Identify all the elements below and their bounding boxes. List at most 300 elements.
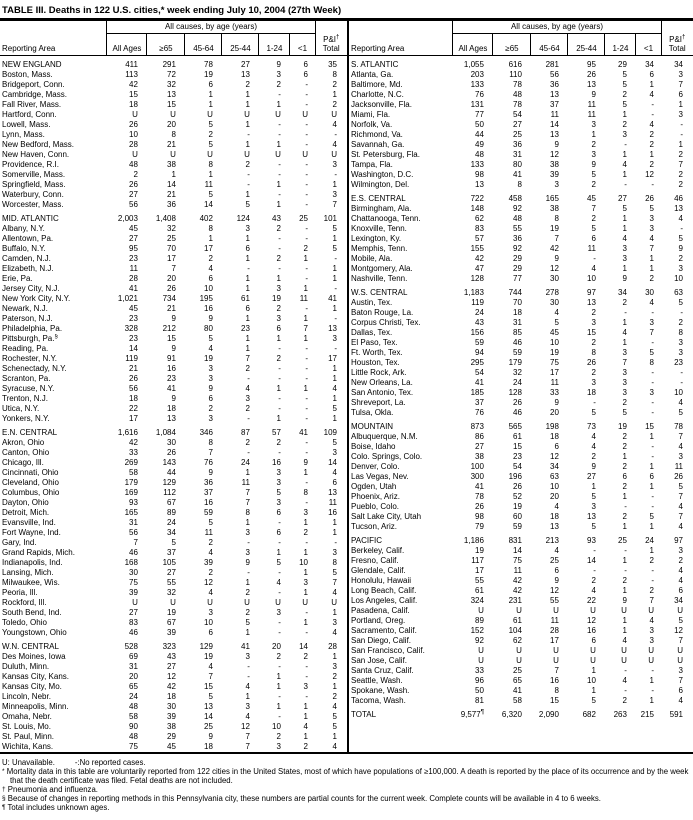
value-cell: 744	[508, 287, 522, 297]
value-cell: 10	[550, 337, 559, 347]
footnote-section	[2, 794, 691, 803]
value-cell: 323	[162, 641, 176, 651]
value-cell: 92	[513, 243, 522, 253]
value-cell: 2	[303, 741, 308, 751]
value-cell: 6	[554, 441, 559, 451]
reporting-area-cell: Cambridge, Mass.	[2, 89, 67, 99]
reporting-area-cell: Jacksonville, Fla.	[351, 99, 412, 109]
value-cell: 1	[276, 413, 281, 423]
reporting-area-cell: Long Beach, Calif.	[351, 585, 417, 595]
value-cell: 1	[649, 149, 654, 159]
value-cell: 7	[649, 243, 654, 253]
value-cell: 5	[678, 615, 683, 625]
value-cell: 17	[204, 243, 213, 253]
value-cell: 1	[245, 273, 250, 283]
value-cell: 2	[276, 353, 281, 363]
value-cell: -	[305, 353, 308, 363]
value-cell: 23	[674, 357, 683, 367]
value-cell: -	[651, 99, 654, 109]
value-cell: 10	[674, 387, 683, 397]
value-cell: U	[478, 655, 484, 665]
value-cell: -	[305, 159, 308, 169]
value-cell: 92	[475, 635, 484, 645]
value-cell: 1	[649, 253, 654, 263]
value-cell: 3	[649, 625, 654, 635]
value-cell: 2	[649, 139, 654, 149]
value-cell: 1,408	[155, 213, 176, 223]
value-cell: 722	[470, 193, 484, 203]
value-cell: 4	[208, 661, 213, 671]
value-cell: 11	[550, 377, 559, 387]
value-cell: 4	[208, 263, 213, 273]
value-cell: 1	[622, 213, 627, 223]
value-cell: 13	[674, 203, 683, 213]
value-cell: 5	[245, 199, 250, 209]
value-cell: 7	[208, 447, 213, 457]
value-cell: -	[624, 139, 627, 149]
reporting-area-cell: Erie, Pa.	[2, 273, 33, 283]
value-cell: 5	[622, 407, 627, 417]
value-cell: 3	[678, 451, 683, 461]
value-cell: -	[305, 99, 308, 109]
value-cell: -	[680, 307, 683, 317]
value-cell: U	[132, 109, 138, 119]
reporting-area-cell: St. Paul, Minn.	[2, 731, 55, 741]
value-cell: 55	[167, 577, 176, 587]
value-cell: 32	[513, 367, 522, 377]
value-cell: 3	[554, 179, 559, 189]
value-cell: 49	[475, 139, 484, 149]
value-cell: 5	[591, 521, 596, 531]
value-cell: 11	[550, 615, 559, 625]
value-cell: 1	[303, 567, 308, 577]
value-cell: 3	[332, 159, 337, 169]
value-cell: -	[651, 685, 654, 695]
value-cell: 7	[245, 741, 250, 751]
value-cell: 34	[645, 59, 654, 69]
value-cell: -	[305, 273, 308, 283]
reporting-area-cell: St. Louis, Mo.	[2, 721, 51, 731]
value-cell: 29	[618, 59, 627, 69]
reporting-area-cell: El Paso, Tex.	[351, 337, 398, 347]
value-cell: -	[278, 189, 281, 199]
value-cell: 1	[303, 313, 308, 323]
city-row	[0, 488, 347, 498]
value-cell: 57	[272, 427, 281, 437]
city-row	[0, 608, 347, 618]
value-cell: 25	[299, 213, 308, 223]
value-cell: 17	[475, 565, 484, 575]
value-cell: 42	[475, 253, 484, 263]
value-cell: U	[244, 597, 250, 607]
value-cell: 2	[622, 511, 627, 521]
section-row	[349, 284, 693, 298]
value-cell: 6	[208, 79, 213, 89]
city-row	[0, 234, 347, 244]
reporting-area-cell: Richmond, Va.	[351, 129, 403, 139]
value-cell: 1,183	[463, 287, 484, 297]
reporting-area-cell: Milwaukee, Wis.	[2, 577, 60, 587]
value-cell: 8	[591, 347, 596, 357]
value-cell: 1	[303, 383, 308, 393]
value-cell: U	[331, 597, 337, 607]
reporting-area-cell: Philadelphia, Pa.	[2, 323, 63, 333]
value-cell: 1	[303, 467, 308, 477]
value-cell: 6	[276, 527, 281, 537]
reporting-area-cell: Camden, N.J.	[2, 253, 51, 263]
value-cell: 44	[167, 467, 176, 477]
value-cell: 4	[678, 575, 683, 585]
value-cell: 3	[678, 545, 683, 555]
age-col-header-all-ages: All Ages	[453, 33, 493, 55]
value-cell: 831	[508, 535, 522, 545]
value-cell: -	[593, 253, 596, 263]
value-cell: -	[651, 307, 654, 317]
value-cell: U	[275, 109, 281, 119]
value-cell: 4	[208, 587, 213, 597]
value-cell: -	[334, 283, 337, 293]
value-cell: 36	[204, 477, 213, 487]
value-cell: 4	[245, 681, 250, 691]
value-cell: 2	[276, 223, 281, 233]
value-cell: U	[516, 605, 522, 615]
value-cell: 4	[332, 139, 337, 149]
value-cell: 9	[303, 457, 308, 467]
value-cell: 36	[550, 79, 559, 89]
city-row	[0, 508, 347, 518]
value-cell: 78	[204, 59, 213, 69]
value-cell: 3	[622, 253, 627, 263]
value-cell: -	[305, 671, 308, 681]
value-cell: 5	[649, 511, 654, 521]
value-cell: 165	[124, 507, 138, 517]
city-row	[0, 90, 347, 100]
value-cell: -	[247, 661, 250, 671]
value-cell: 19	[204, 651, 213, 661]
city-row	[0, 344, 347, 354]
value-cell: 47	[475, 263, 484, 273]
city-row	[349, 358, 693, 368]
value-cell: 1	[303, 283, 308, 293]
city-row	[349, 160, 693, 170]
value-cell: 15	[167, 333, 176, 343]
value-cell: 4	[332, 741, 337, 751]
value-cell: 1	[276, 139, 281, 149]
value-cell: 1	[276, 681, 281, 691]
value-cell: 1	[332, 263, 337, 273]
reporting-area-cell: South Bend, Ind.	[2, 607, 62, 617]
value-cell: 2	[649, 555, 654, 565]
value-cell: 3	[622, 367, 627, 377]
value-cell: 4	[591, 263, 596, 273]
reporting-area-cell: Somerville, Mass.	[2, 169, 66, 179]
value-cell: -	[305, 89, 308, 99]
city-row	[0, 548, 347, 558]
city-row	[0, 334, 347, 344]
reporting-area-cell: Birmingham, Ala.	[351, 203, 412, 213]
value-cell: -	[624, 545, 627, 555]
value-cell: 2	[208, 567, 213, 577]
value-cell: 3	[678, 263, 683, 273]
value-cell: 46	[674, 193, 683, 203]
age-col-header-ge65: ≥65	[147, 33, 185, 55]
value-cell: 7	[171, 263, 176, 273]
value-cell: 6	[208, 393, 213, 403]
city-row	[0, 170, 347, 180]
reporting-area-header: Reporting Area	[349, 21, 453, 55]
value-cell: U	[677, 645, 683, 655]
value-cell: 616	[508, 59, 522, 69]
all-causes-header: All causes, by age (years)	[453, 21, 661, 33]
value-cell: 131	[470, 99, 484, 109]
value-cell: -	[305, 627, 308, 637]
value-cell: 5	[276, 487, 281, 497]
value-cell: 42	[129, 79, 138, 89]
value-cell: 2	[303, 243, 308, 253]
value-cell: 12	[550, 263, 559, 273]
value-cell: 34	[674, 59, 683, 69]
value-cell: 1	[276, 383, 281, 393]
city-row	[0, 180, 347, 190]
value-cell: 43	[167, 651, 176, 661]
value-cell: 3	[208, 363, 213, 373]
value-cell: 9	[678, 243, 683, 253]
value-cell: 9	[591, 89, 596, 99]
value-cell: 6	[276, 323, 281, 333]
value-cell: 50	[475, 685, 484, 695]
value-cell: 4	[622, 159, 627, 169]
value-cell: 54	[513, 461, 522, 471]
value-cell: 11	[204, 527, 213, 537]
value-cell: 27	[167, 567, 176, 577]
value-cell: 14	[204, 711, 213, 721]
value-cell: 4	[649, 233, 654, 243]
city-row	[349, 566, 693, 576]
value-cell: 3	[245, 527, 250, 537]
value-cell: 1	[649, 263, 654, 273]
city-row	[0, 732, 347, 742]
value-cell: 26	[129, 119, 138, 129]
value-cell: 61	[513, 431, 522, 441]
footnote-mark: ¶	[480, 708, 484, 715]
reporting-area-cell: Cincinnati, Ohio	[2, 467, 59, 477]
value-cell: 32	[167, 587, 176, 597]
value-cell: 13	[204, 701, 213, 711]
city-row	[349, 140, 693, 150]
pi-total-header	[315, 21, 347, 55]
value-cell: 2	[303, 527, 308, 537]
city-row	[0, 568, 347, 578]
value-cell: 3	[332, 333, 337, 343]
value-cell: 155	[470, 243, 484, 253]
reporting-area-cell: Jersey City, N.J.	[2, 283, 60, 293]
value-cell: 1	[622, 555, 627, 565]
value-cell: 32	[167, 79, 176, 89]
reporting-area-cell: St. Petersburg, Fla.	[351, 149, 420, 159]
value-cell: 38	[167, 721, 176, 731]
age-col-header-lt1: <1	[290, 33, 315, 55]
value-cell: 3	[332, 189, 337, 199]
value-cell: 93	[587, 535, 596, 545]
reporting-area-cell: Fall River, Mass.	[2, 99, 62, 109]
value-cell: 42	[513, 585, 522, 595]
value-cell: 30	[129, 567, 138, 577]
value-cell: 148	[470, 203, 484, 213]
value-cell: 3	[649, 387, 654, 397]
value-cell: 57	[475, 233, 484, 243]
value-cell: 8	[208, 223, 213, 233]
value-cell: 77	[513, 273, 522, 283]
reporting-area-cell: Trenton, N.J.	[2, 393, 48, 403]
value-cell: 119	[471, 297, 484, 307]
value-cell: -	[334, 537, 337, 547]
reporting-area-cell: Scranton, Pa.	[2, 373, 51, 383]
value-cell: 2	[678, 149, 683, 159]
value-cell: 1	[332, 373, 337, 383]
value-cell: -	[247, 129, 250, 139]
value-cell: 75	[129, 577, 138, 587]
value-cell: U	[516, 655, 522, 665]
value-cell: 25	[167, 233, 176, 243]
value-cell: 5	[591, 695, 596, 705]
value-cell: 33	[475, 665, 484, 675]
reporting-area-cell: Tucson, Ariz.	[351, 521, 397, 531]
value-cell: 128	[470, 273, 484, 283]
value-cell: -	[278, 363, 281, 373]
pi-label: P&I	[323, 34, 337, 44]
value-cell: 1,084	[155, 427, 176, 437]
value-cell: 6	[208, 627, 213, 637]
value-cell: 77	[475, 109, 484, 119]
reporting-area-cell: Sacramento, Calif.	[351, 625, 417, 635]
city-row	[349, 378, 693, 388]
value-cell: 3	[245, 223, 250, 233]
table-right-half	[347, 21, 693, 752]
value-cell: 179	[124, 477, 138, 487]
value-cell: -	[278, 627, 281, 637]
value-cell: U	[648, 605, 654, 615]
value-cell: -	[593, 565, 596, 575]
value-cell: -	[651, 109, 654, 119]
value-cell: 38	[475, 451, 484, 461]
value-cell: 25	[513, 129, 522, 139]
value-cell: -	[680, 129, 683, 139]
value-cell: 6	[591, 233, 596, 243]
value-cell: 4	[649, 119, 654, 129]
value-cell: 2	[678, 555, 683, 565]
value-cell: U	[621, 655, 627, 665]
value-cell: 5	[678, 407, 683, 417]
value-cell: 54	[475, 367, 484, 377]
city-row	[0, 304, 347, 314]
value-cell: 30	[167, 701, 176, 711]
value-cell: 63	[550, 471, 559, 481]
value-cell: 5	[622, 203, 627, 213]
value-cell: 33	[550, 387, 559, 397]
value-cell: -	[247, 169, 250, 179]
value-cell: 6	[208, 273, 213, 283]
value-cell: -	[305, 343, 308, 353]
right-table	[349, 21, 693, 720]
value-cell: 9	[591, 461, 596, 471]
value-cell: 20	[167, 119, 176, 129]
footnote-dagger	[2, 785, 691, 794]
value-cell: 25	[204, 721, 213, 731]
value-cell: 9	[591, 159, 596, 169]
legend-line	[2, 758, 691, 767]
value-cell: 5	[332, 403, 337, 413]
value-cell: 5	[276, 557, 281, 567]
value-cell: 4	[332, 701, 337, 711]
value-cell: 1	[303, 253, 308, 263]
value-cell: 5	[678, 297, 683, 307]
value-cell: 2	[622, 481, 627, 491]
reporting-area-cell: Las Vegas, Nev.	[351, 471, 409, 481]
reporting-area-cell: Austin, Tex.	[351, 297, 393, 307]
value-cell: 1	[245, 89, 250, 99]
value-cell: 5	[649, 347, 654, 357]
value-cell: 1	[276, 199, 281, 209]
value-cell: 1	[622, 109, 627, 119]
value-cell: -	[593, 545, 596, 555]
value-cell: 7	[678, 511, 683, 521]
value-cell: 2	[276, 253, 281, 263]
city-row	[0, 284, 347, 294]
value-cell: 1	[276, 333, 281, 343]
value-cell: 6	[649, 471, 654, 481]
city-row	[349, 646, 693, 656]
value-cell: 1	[622, 451, 627, 461]
value-cell: 39	[167, 627, 176, 637]
all-causes-header: All causes, by age (years)	[107, 21, 315, 33]
reporting-area-header: Reporting Area	[0, 21, 107, 55]
value-cell: 133	[470, 159, 484, 169]
value-cell: 3	[276, 607, 281, 617]
value-cell: 1	[303, 617, 308, 627]
reporting-area-cell: Knoxville, Tenn.	[351, 223, 407, 233]
value-cell: 1	[208, 89, 213, 99]
city-row	[0, 672, 347, 682]
value-cell: 27	[513, 119, 522, 129]
reporting-area-cell: Buffalo, N.Y.	[2, 243, 46, 253]
value-cell: 2	[208, 129, 213, 139]
value-cell: 28	[129, 139, 138, 149]
value-cell: 12	[550, 149, 559, 159]
value-cell: -	[305, 661, 308, 671]
value-cell: -	[305, 223, 308, 233]
value-cell: 2	[591, 179, 596, 189]
value-cell: 38	[167, 159, 176, 169]
value-cell: 67	[167, 617, 176, 627]
value-cell: -	[334, 169, 337, 179]
value-cell: 3	[303, 681, 308, 691]
value-cell: 16	[272, 457, 281, 467]
value-cell: -	[278, 567, 281, 577]
reporting-area-cell: Yonkers, N.Y.	[2, 413, 50, 423]
reporting-area-cell: Santa Cruz, Calif.	[351, 665, 414, 675]
value-cell: U	[590, 655, 596, 665]
value-cell: 7	[208, 671, 213, 681]
city-row	[349, 150, 693, 160]
value-cell: 76	[475, 407, 484, 417]
value-cell: -	[624, 665, 627, 675]
value-cell: 7	[649, 327, 654, 337]
value-cell: 5	[332, 243, 337, 253]
value-cell: 18	[550, 511, 559, 521]
city-row	[349, 606, 693, 616]
reporting-area-cell: Peoria, Ill.	[2, 587, 38, 597]
value-cell: 1	[591, 481, 596, 491]
